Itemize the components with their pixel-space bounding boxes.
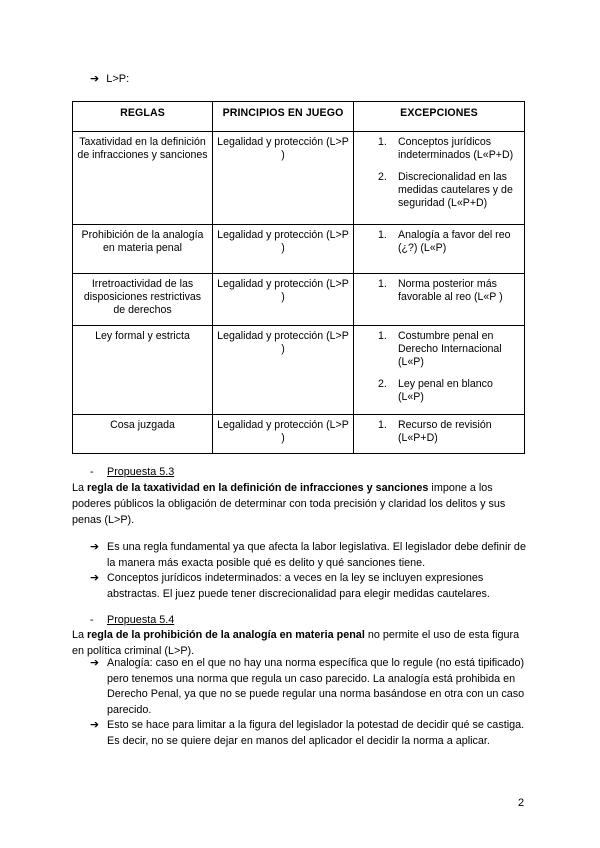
cell-excepciones [354, 225, 525, 274]
rules-table [72, 101, 525, 454]
cell-regla: Ley formal y estricta [73, 326, 213, 415]
cell-excepciones [354, 415, 525, 454]
exception-item: 1. Norma posterior más favorable al reo (L«P ) [378, 278, 503, 303]
table-row [73, 415, 525, 454]
table-row [73, 326, 525, 415]
exception-item: 2. Discrecionalidad en las medidas cautelares y de seguridad (L«P+D) [378, 171, 513, 209]
proposal-5-3-bullets [90, 540, 530, 602]
list-item: ➔ Esto se hace para limitar a la figura del legislador la potestad de decidir qué se castiga. Es decir, no se quiere dejar en manos del aplicador el decidir la norma a aplicar. [90, 719, 525, 747]
header-principios: PRINCIPIOS EN JUEGO [213, 102, 354, 132]
arrow-icon: ➔ [90, 541, 100, 553]
exception-item: 1. Conceptos jurídicos indeterminados (L«P+D) [378, 136, 514, 161]
cell-principio: Legalidad y protección (L>P ) [213, 326, 354, 415]
exception-item: 1. Costumbre penal en Derecho Internacional (L«P) [378, 330, 502, 368]
cell-principio: Legalidad y protección (L>P ) [213, 225, 354, 274]
table-row [73, 274, 525, 326]
cell-regla: Prohibición de la analogía en materia penal [73, 225, 213, 274]
proposal-5-4-heading: - Propuesta 5.4 [90, 614, 175, 626]
proposal-5-4-paragraph: La regla de la prohibición de la analogía en materia penal no permite el uso de esta figura en política criminal (L>P). [72, 629, 520, 657]
exception-item: 1. Analogía a favor del reo (¿?) (L«P) [378, 229, 511, 254]
cell-excepciones [354, 274, 525, 326]
exception-item: 2. Ley penal en blanco (L«P) [378, 378, 493, 403]
proposal-5-3-paragraph: La regla de la taxatividad en la definición de infracciones y sanciones impone a los poderes públicos la obligación de determinar con toda precisión y claridad los delitos y sus penas (L>P). [72, 482, 506, 526]
cell-excepciones [354, 326, 525, 415]
list-item: ➔ Conceptos jurídicos indeterminados: a veces en la ley se incluyen expresiones abstractas. El juez puede tener discrecionalidad para elegir medidas cautelares. [90, 572, 490, 600]
cell-regla: Taxatividad en la definición de infracciones y sanciones [73, 132, 213, 225]
cell-principio: Legalidad y protección (L>P ) [213, 132, 354, 225]
list-item: ➔ Analogía: caso en el que no hay una norma específica que lo regule (no está tipificado) pero tenemos una norma que regula un caso parecido. La analogía está prohibida en Derecho Penal, ya que no se puede regular una norma basándose en otra con un caso parecido. [90, 657, 525, 716]
table-row [73, 132, 525, 225]
cell-regla: Cosa juzgada [73, 415, 213, 454]
cell-principio: Legalidad y protección (L>P ) [213, 274, 354, 326]
arrow-icon: ➔ [90, 719, 100, 731]
cell-principio: Legalidad y protección (L>P ) [213, 415, 354, 454]
table-row [73, 225, 525, 274]
list-item: ➔ Es una regla fundamental ya que afecta la labor legislativa. El legislador debe definir de la manera más exacta posible qué es delito y qué sanciones tiene. [90, 541, 526, 569]
proposal-5-3-title: Propuesta 5.3 [107, 466, 175, 478]
arrow-icon: ➔ [90, 657, 100, 669]
rule-name: regla de la taxatividad en la definición de infracciones y sanciones [87, 482, 429, 494]
rule-name: regla de la prohibición de la analogía en materia penal [87, 629, 365, 641]
header-excepciones: EXCEPCIONES [354, 102, 525, 132]
arrow-icon: ➔ [90, 73, 100, 85]
top-bullet-text: L>P: [106, 73, 130, 85]
cell-excepciones [354, 132, 525, 225]
proposal-5-4-title: Propuesta 5.4 [107, 614, 175, 626]
proposal-5-4-bullets [90, 656, 528, 749]
top-bullet [90, 72, 129, 85]
table-header-row [73, 102, 525, 132]
exception-item: 1. Recurso de revisión (L«P+D) [378, 419, 492, 444]
cell-regla: Irretroactividad de las disposiciones restrictivas de derechos [73, 274, 213, 326]
header-reglas: REGLAS [73, 102, 213, 132]
page-number: 2 [518, 797, 525, 809]
proposal-5-3-heading: - Propuesta 5.3 [90, 466, 175, 478]
arrow-icon: ➔ [90, 572, 100, 584]
